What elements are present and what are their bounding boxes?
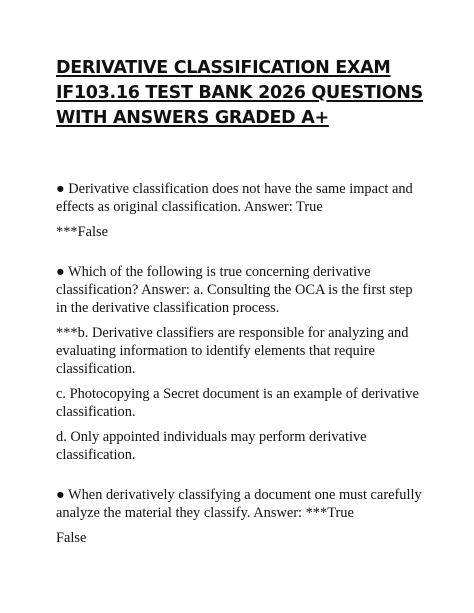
document-title: DERIVATIVE CLASSIFICATION EXAM IF103.16 TEST BANK 2026 QUESTIONS WITH ANSWERS GRADED A+ xyxy=(56,58,423,128)
answer-option: c. Photocopying a Secret document is an example of derivative classification. xyxy=(56,386,419,420)
question-block-3 xyxy=(56,486,426,547)
answer-option: d. Only appointed individuals may perform derivative classification. xyxy=(56,429,367,463)
document-body xyxy=(56,180,426,569)
question-text: ● Which of the following is true concerning derivative classification? Answer: a. Consulting the OCA is the first step in the derivative classification process. xyxy=(56,264,413,316)
answer-option: ***b. Derivative classifiers are responsible for analyzing and evaluating information to identify elements that require classification. xyxy=(56,325,409,377)
answer-option: False xyxy=(56,530,87,546)
question-block-1 xyxy=(56,180,426,241)
question-text: ● Derivative classification does not have the same impact and effects as original classification. Answer: True xyxy=(56,181,413,215)
answer-option: ***False xyxy=(56,224,108,240)
question-block-2 xyxy=(56,263,426,464)
question-text: ● When derivatively classifying a document one must carefully analyze the material they classify. Answer: ***True xyxy=(56,487,422,521)
